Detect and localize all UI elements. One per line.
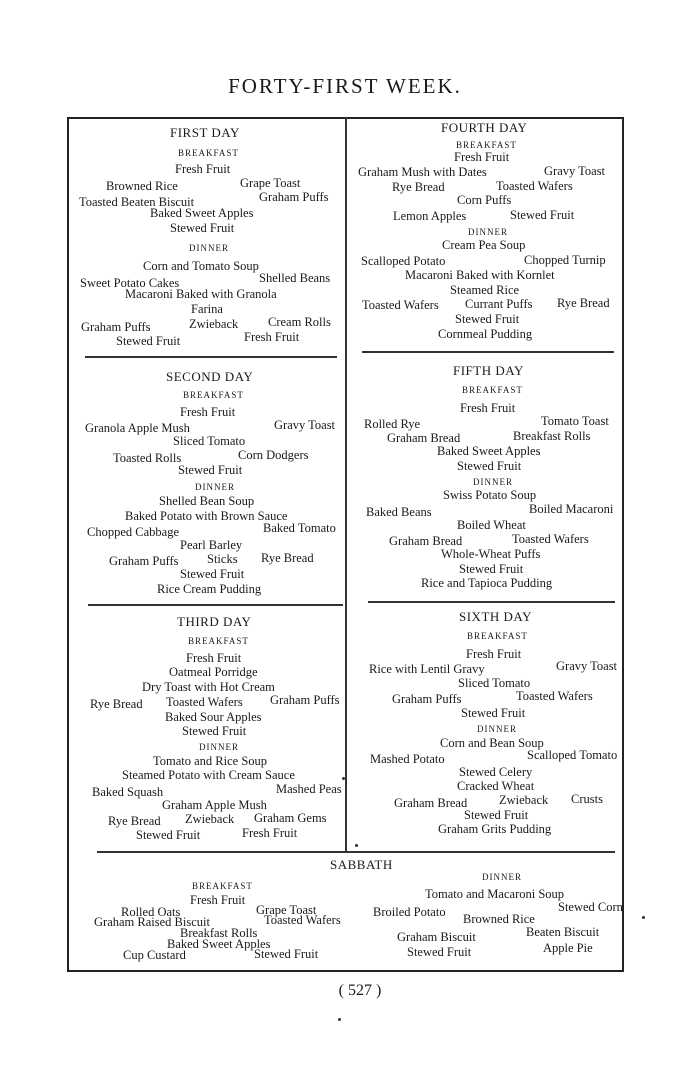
menu-item: Graham Mush with Dates (358, 165, 487, 179)
menu-item: Stewed Fruit (116, 334, 181, 348)
stray-mark (338, 1018, 341, 1021)
meal-label: BREAKFAST (467, 631, 528, 641)
divider-first-second (85, 356, 337, 358)
menu-item: Baked Beans (366, 505, 432, 519)
menu-item: Sweet Potato Cakes (80, 276, 180, 290)
meal-label: DINNER (195, 482, 235, 492)
menu-item: Toasted Wafers (512, 532, 589, 546)
menu-item: Breakfast Rolls (513, 429, 591, 443)
menu-item: Browned Rice (463, 912, 535, 926)
day-heading: THIRD DAY (177, 614, 252, 629)
meal-label: DINNER (473, 477, 513, 487)
menu-item: Crusts (571, 792, 603, 806)
menu-item: Graham Bread (389, 534, 463, 548)
stray-mark (642, 916, 645, 919)
menu-item: Pearl Barley (180, 538, 243, 552)
menu-item: Fresh Fruit (190, 893, 246, 907)
divider-fifth-sixth (368, 601, 615, 603)
menu-item: Steamed Rice (450, 283, 520, 297)
menu-item: Graham Grits Pudding (438, 822, 552, 836)
meal-label: BREAKFAST (183, 390, 244, 400)
page-title: FORTY-FIRST WEEK. (228, 74, 462, 98)
menu-item: Granola Apple Mush (85, 421, 190, 435)
menu-item: Toasted Wafers (516, 689, 593, 703)
menu-item: Stewed Celery (459, 765, 533, 779)
menu-item: Boiled Macaroni (529, 502, 614, 516)
menu-item: Graham Puffs (259, 190, 329, 204)
menu-item: Graham Biscuit (397, 930, 476, 944)
menu-item: Farina (191, 302, 223, 316)
menu-item: Fresh Fruit (244, 330, 300, 344)
menu-item: Zwieback (185, 812, 235, 826)
menu-item: Rye Bread (392, 180, 445, 194)
menu-item: Graham Raised Biscuit (94, 915, 210, 929)
menu-item: Graham Bread (387, 431, 461, 445)
menu-item: Gravy Toast (274, 418, 336, 432)
stray-mark (342, 777, 345, 780)
menu-item: Zwieback (189, 317, 239, 331)
menu-item: Toasted Wafers (362, 298, 439, 312)
menu-item: Stewed Fruit (455, 312, 520, 326)
menu-item: Fresh Fruit (242, 826, 298, 840)
menu-item: Scalloped Potato (361, 254, 446, 268)
menu-item: Fresh Fruit (175, 162, 231, 176)
meal-label: BREAKFAST (456, 140, 517, 150)
menu-item: Rolled Rye (364, 417, 421, 431)
menu-item: Stewed Fruit (182, 724, 247, 738)
menu-item: Grape Toast (256, 903, 317, 917)
menu-item: Rice Cream Pudding (157, 582, 262, 596)
meal-label: DINNER (199, 742, 239, 752)
menu-item: Chopped Cabbage (87, 525, 179, 539)
menu-item: Shelled Beans (259, 271, 331, 285)
menu-item: Grape Toast (240, 176, 301, 190)
menu-item: Shelled Bean Soup (159, 494, 255, 508)
menu-item: Baked Sour Apples (165, 710, 262, 724)
menu-item: Baked Tomato (263, 521, 336, 535)
menu-item: Stewed Fruit (461, 706, 526, 720)
menu-item: Tomato Toast (541, 414, 609, 428)
menu-item: Corn Puffs (457, 193, 512, 207)
menu-item: Currant Puffs (465, 297, 533, 311)
menu-item: Stewed Fruit (170, 221, 235, 235)
menu-item: Stewed Fruit (459, 562, 524, 576)
meal-label: DINNER (477, 724, 517, 734)
menu-item: Browned Rice (106, 179, 178, 193)
meal-label: BREAKFAST (462, 385, 523, 395)
menu-item: Corn Dodgers (238, 448, 309, 462)
menu-item: Stewed Fruit (510, 208, 575, 222)
menu-item: Stewed Fruit (136, 828, 201, 842)
menu-item: Cornmeal Pudding (438, 327, 533, 341)
menu-item: Macaroni Baked with Granola (125, 287, 277, 301)
menu-item: Tomato and Rice Soup (153, 754, 268, 768)
meal-label: DINNER (482, 872, 522, 882)
menu-item: Corn and Tomato Soup (143, 259, 259, 273)
menu-item: Broiled Potato (373, 905, 446, 919)
menu-item: Stewed Fruit (254, 947, 319, 961)
menu-item: Rolled Oats (121, 905, 181, 919)
day-heading: SABBATH (330, 857, 393, 872)
menu-item: Rye Bread (261, 551, 314, 565)
menu-item: Boiled Wheat (457, 518, 526, 532)
menu-item: Gravy Toast (556, 659, 618, 673)
menu-item: Toasted Beaten Biscuit (79, 195, 195, 209)
menu-item: Graham Puffs (81, 320, 151, 334)
menu-item: Macaroni Baked with Kornlet (405, 268, 555, 282)
menu-item: Baked Sweet Apples (150, 206, 254, 220)
menu-item: Stewed Fruit (464, 808, 529, 822)
menu-item: Tomato and Macaroni Soup (425, 887, 565, 901)
day-heading: FIFTH DAY (453, 363, 524, 378)
menu-item: Fresh Fruit (186, 651, 242, 665)
menu-item: Chopped Turnip (524, 253, 606, 267)
menu-item: Graham Puffs (392, 692, 462, 706)
menu-item: Fresh Fruit (180, 405, 236, 419)
menu-item: Toasted Rolls (113, 451, 182, 465)
menu-item: Rye Bread (108, 814, 161, 828)
menu-item: Rice and Tapioca Pudding (421, 576, 553, 590)
menu-item: Sliced Tomato (173, 434, 246, 448)
menu-item: Fresh Fruit (454, 150, 510, 164)
menu-item: Cracked Wheat (457, 779, 535, 793)
menu-item: Stewed Corn (558, 900, 623, 914)
menu-item: Whole-Wheat Puffs (441, 547, 541, 561)
menu-item: Dry Toast with Hot Cream (142, 680, 275, 694)
meal-label: BREAKFAST (178, 148, 239, 158)
menu-item: Baked Potato with Brown Sauce (125, 509, 288, 523)
menu-item: Stewed Fruit (178, 463, 243, 477)
menu-item: Stewed Fruit (180, 567, 245, 581)
page-number: ( 527 ) (338, 982, 382, 999)
menu-item: Scalloped Tomato (527, 748, 618, 762)
menu-item: Cream Pea Soup (442, 238, 526, 252)
menu-item: Toasted Wafers (496, 179, 573, 193)
meal-label: DINNER (468, 227, 508, 237)
divider-second-third (88, 604, 343, 606)
menu-item: Graham Apple Mush (162, 798, 267, 812)
menu-item: Sliced Tomato (458, 676, 531, 690)
menu-item: Oatmeal Porridge (169, 665, 258, 679)
day-heading: SIXTH DAY (459, 609, 532, 624)
menu-item: Zwieback (499, 793, 549, 807)
menu-item: Baked Squash (92, 785, 164, 799)
menu-item: Lemon Apples (393, 209, 467, 223)
menu-item: Baked Sweet Apples (437, 444, 541, 458)
menu-item: Rye Bread (557, 296, 610, 310)
day-heading: SECOND DAY (166, 369, 254, 384)
meal-label: BREAKFAST (188, 636, 249, 646)
menu-item: Toasted Wafers (166, 695, 243, 709)
menu-item: Baked Sweet Apples (167, 937, 271, 951)
menu-item: Mashed Potato (370, 752, 445, 766)
menu-item: Graham Puffs (270, 693, 340, 707)
menu-item: Cup Custard (123, 948, 186, 962)
menu-item: Sticks (207, 552, 238, 566)
day-heading: FOURTH DAY (441, 120, 528, 135)
menu-item: Gravy Toast (544, 164, 606, 178)
day-heading: FIRST DAY (170, 125, 240, 140)
divider-sabbath (97, 851, 615, 853)
menu-item: Mashed Peas (276, 782, 342, 796)
menu-item: Rye Bread (90, 697, 143, 711)
menu-item: Graham Gems (254, 811, 327, 825)
menu-item: Stewed Fruit (457, 459, 522, 473)
menu-item: Swiss Potato Soup (443, 488, 537, 502)
menu-item: Graham Bread (394, 796, 468, 810)
stray-mark (355, 844, 358, 847)
menu-item: Breakfast Rolls (180, 926, 258, 940)
menu-item: Stewed Fruit (407, 945, 472, 959)
meal-label: BREAKFAST (192, 881, 253, 891)
menu-item: Toasted Wafers (264, 913, 341, 927)
menu-item: Fresh Fruit (466, 647, 522, 661)
menu-item: Fresh Fruit (460, 401, 516, 415)
menu-item: Steamed Potato with Cream Sauce (122, 768, 295, 782)
column-divider (345, 117, 347, 851)
meal-label: DINNER (189, 243, 229, 253)
menu-item: Graham Puffs (109, 554, 179, 568)
menu-item: Corn and Bean Soup (440, 736, 544, 750)
menu-item: Cream Rolls (268, 315, 331, 329)
menu-item: Rice with Lentil Gravy (369, 662, 485, 676)
menu-item: Beaten Biscuit (526, 925, 600, 939)
menu-item: Apple Pie (543, 941, 593, 955)
divider-fourth-fifth (362, 351, 614, 353)
